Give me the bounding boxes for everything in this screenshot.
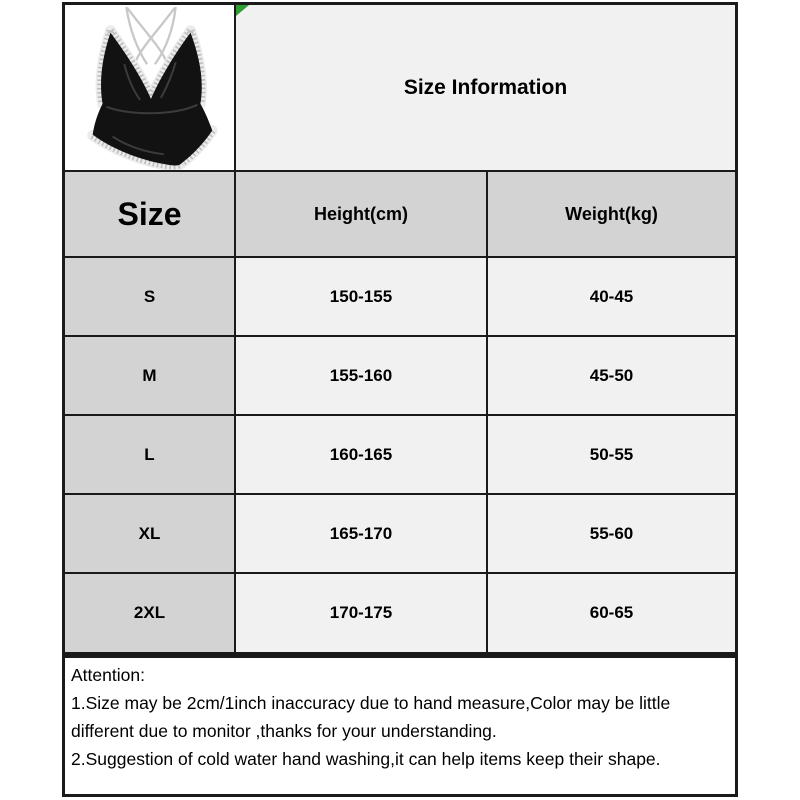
attention-title: Attention:: [71, 665, 145, 685]
attention-note-2: 2.Suggestion of cold water hand washing,it can help items keep their shape.: [71, 749, 661, 769]
weight-value-l: 50-55: [488, 416, 735, 495]
green-corner-flag-icon: [236, 5, 249, 16]
product-photo-cell: [65, 5, 236, 172]
weight-value-m: 45-50: [488, 337, 735, 416]
weight-value-2xl: 60-65: [488, 574, 735, 652]
column-header-weight: Weight(kg): [488, 172, 735, 258]
height-value-s: 150-155: [236, 258, 488, 337]
attention-note-1: 1.Size may be 2cm/1inch inaccuracy due to hand measure,Color may be little different due to monitor ,thanks for your understanding.: [71, 693, 671, 741]
weight-value-xl: 55-60: [488, 495, 735, 574]
height-value-2xl: 170-175: [236, 574, 488, 652]
column-header-height: Height(cm): [236, 172, 488, 258]
size-table: [62, 2, 738, 655]
size-information-title: Size Information: [403, 75, 568, 99]
product-photo-bodysuit: [65, 5, 234, 171]
height-value-l: 160-165: [236, 416, 488, 495]
size-label-2xl: 2XL: [65, 574, 236, 652]
column-header-size: Size: [65, 172, 236, 258]
attention-box: [62, 655, 738, 797]
size-information-header-cell: [236, 5, 735, 172]
size-label-l: L: [65, 416, 236, 495]
size-label-m: M: [65, 337, 236, 416]
size-label-s: S: [65, 258, 236, 337]
weight-value-s: 40-45: [488, 258, 735, 337]
size-label-xl: XL: [65, 495, 236, 574]
height-value-m: 155-160: [236, 337, 488, 416]
height-value-xl: 165-170: [236, 495, 488, 574]
